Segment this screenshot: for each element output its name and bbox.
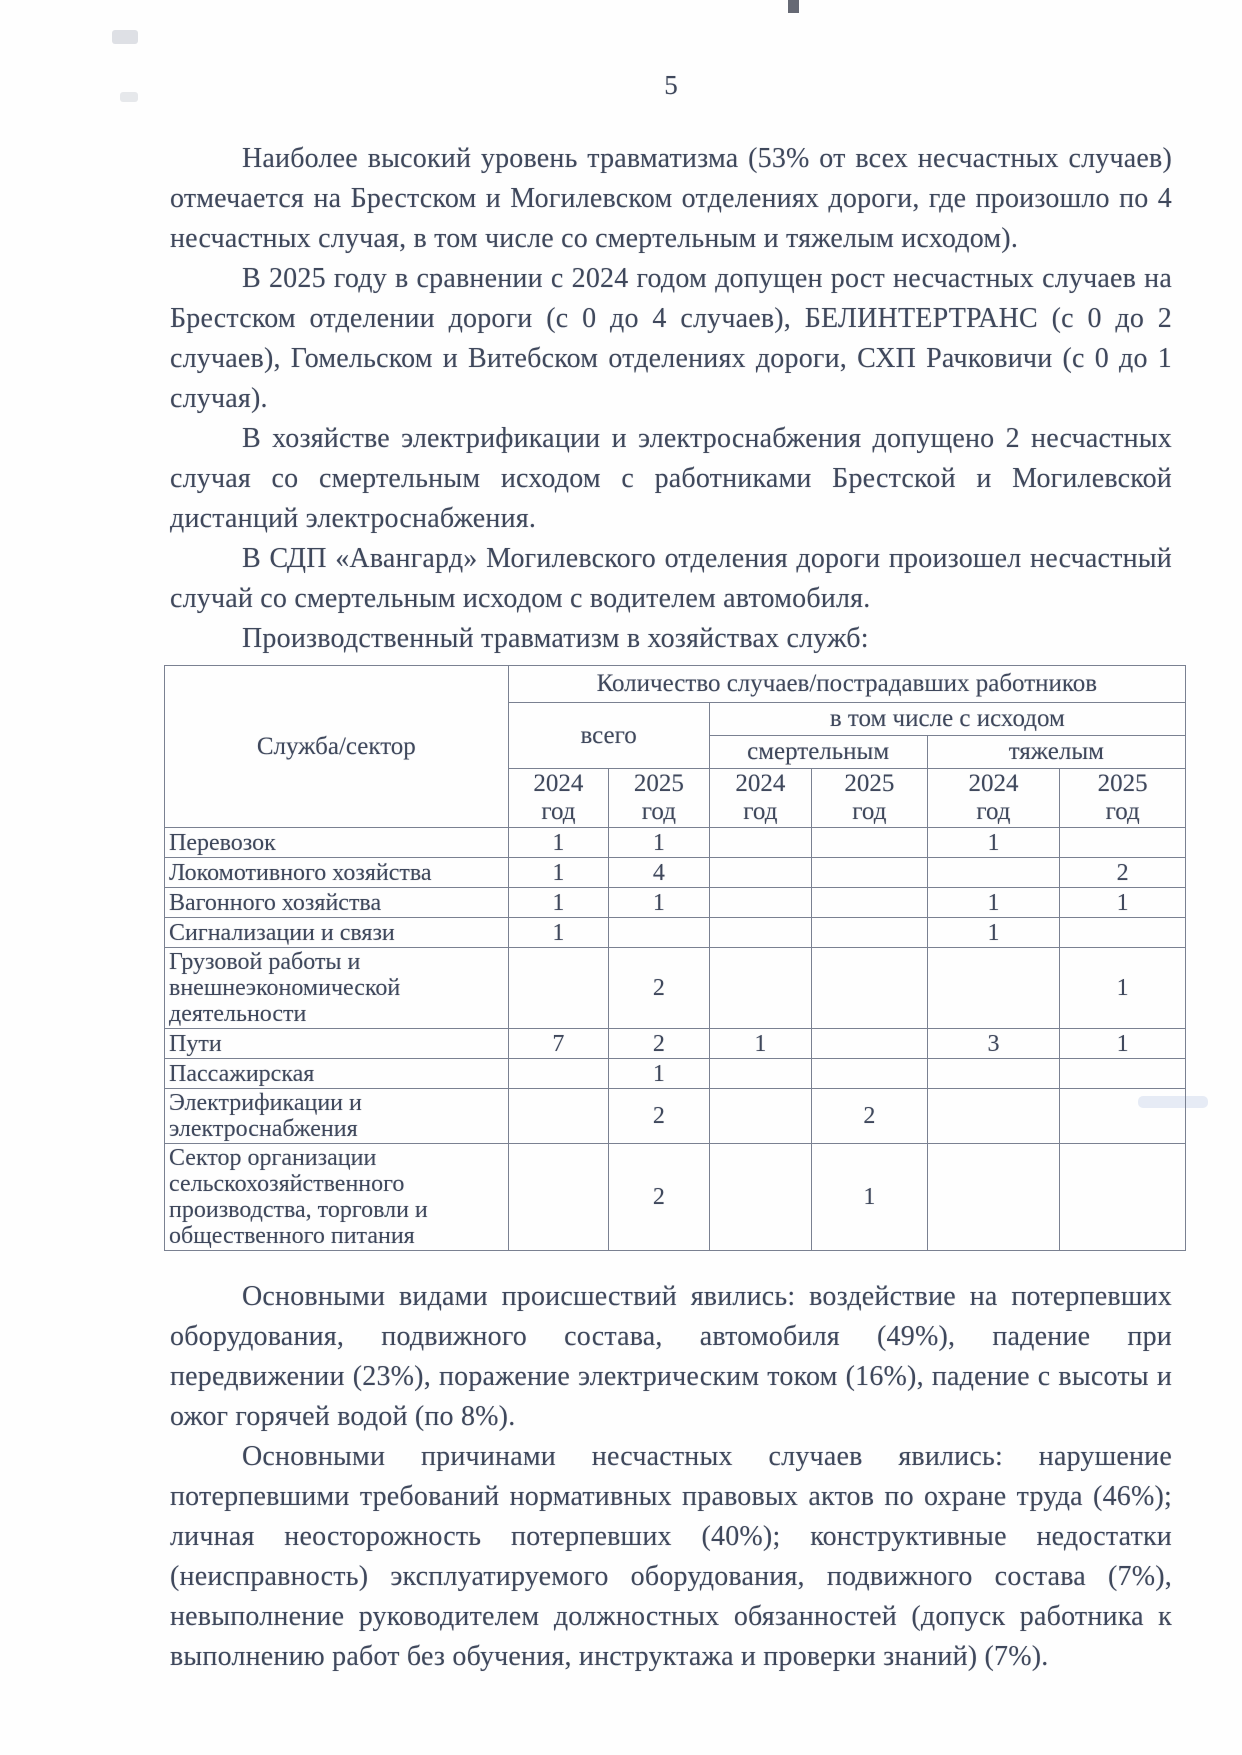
table-row-puti — [165, 1029, 1186, 1059]
year-label: 2024 год — [968, 770, 1019, 825]
value-cell: 1 — [508, 858, 608, 888]
paragraph-electrification: В хозяйстве электрификации и электроснабжения допущено 2 несчастных случая со смертельным исходом с работниками Брестской и Могилевской дистанций электроснабжения. — [170, 423, 1172, 534]
value-cell — [1060, 918, 1186, 948]
header-including-outcome: в том числе с исходом — [709, 703, 1185, 736]
paragraph-avangard: В СДП «Авангард» Могилевского отделения дороги произошел несчастный случай со смертельным исходом с водителем автомобиля. — [170, 543, 1172, 614]
value-cell: 1 — [609, 1059, 709, 1089]
value-cell — [927, 1059, 1060, 1089]
header-year-fatal-2024 — [709, 769, 811, 828]
value-cell — [609, 918, 709, 948]
value-cell — [709, 948, 811, 1029]
value-cell: 1 — [508, 828, 608, 858]
page-content — [170, 70, 1172, 1677]
value-cell — [709, 888, 811, 918]
value-cell: 3 — [927, 1029, 1060, 1059]
value-cell: 2 — [609, 1089, 709, 1144]
table-intro: Производственный травматизм в хозяйствах служб: — [242, 623, 869, 654]
scan-artifact — [788, 0, 799, 13]
paragraph-accident-causes: Основными причинами несчастных случаев явились: нарушение потерпевшими требований нормативных правовых актов по охране труда (46%); личная неосторожность потерпевших (40%); конструктивные недостатки (неисправность) эксплуатируемого оборудования, подвижного состава (7%), невыполнение руководителем должностных обязанностей (допуск работника к выполнению работ без обучения, инструктажа и проверки знаний) (7%). — [170, 1441, 1172, 1672]
value-cell: 1 — [812, 1144, 928, 1251]
service-cell: Сигнализации и связи — [165, 918, 509, 948]
value-cell — [927, 948, 1060, 1029]
value-cell: 2 — [609, 1144, 709, 1251]
value-cell — [709, 918, 811, 948]
value-cell — [1060, 828, 1186, 858]
value-cell — [812, 858, 928, 888]
value-cell: 1 — [1060, 888, 1186, 918]
table-row-sektor-organizacii — [165, 1144, 1186, 1251]
header-year-fatal-2025 — [812, 769, 928, 828]
value-cell: 7 — [508, 1029, 608, 1059]
value-cell — [709, 828, 811, 858]
value-cell: 1 — [927, 828, 1060, 858]
value-cell — [709, 1059, 811, 1089]
service-cell: Пассажирская — [165, 1059, 509, 1089]
service-cell: Пути — [165, 1029, 509, 1059]
value-cell — [812, 948, 928, 1029]
paragraph-accident-types: Основными видами происшествий явились: воздействие на потерпевших оборудования, подвижного состава, автомобиля (49%), падение при передвижении (23%), поражение электрическим током (16%), падение с высоты и ожог горячей водой (по 8%). — [170, 1281, 1172, 1432]
value-cell — [508, 1089, 608, 1144]
table-row-elektrifikacii — [165, 1089, 1186, 1144]
value-cell — [508, 1144, 608, 1251]
table-row-gruzovoy — [165, 948, 1186, 1029]
value-cell: 4 — [609, 858, 709, 888]
value-cell — [709, 1144, 811, 1251]
value-cell — [927, 1089, 1060, 1144]
service-cell: Локомотивного хозяйства — [165, 858, 509, 888]
value-cell — [709, 858, 811, 888]
value-cell: 2 — [609, 1029, 709, 1059]
header-year-total-2024 — [508, 769, 608, 828]
header-cases-count: Количество случаев/пострадавших работников — [508, 666, 1185, 703]
value-cell: 1 — [609, 888, 709, 918]
year-label: 2024 год — [735, 770, 786, 825]
value-cell — [1060, 1059, 1186, 1089]
table-header — [165, 666, 1186, 828]
header-fatal: смертельным — [709, 736, 927, 769]
value-cell — [812, 1059, 928, 1089]
injury-statistics-table — [164, 665, 1186, 1251]
table-body — [165, 828, 1186, 1251]
value-cell — [812, 1029, 928, 1059]
scan-artifact — [112, 30, 138, 44]
table-row-passazhirskaya — [165, 1059, 1186, 1089]
header-year-severe-2025 — [1060, 769, 1186, 828]
service-cell: Электрификации и электроснабжения — [165, 1089, 509, 1144]
value-cell — [812, 918, 928, 948]
value-cell — [1060, 1144, 1186, 1251]
paragraph-injury-level: Наиболее высокий уровень травматизма (53% от всех несчастных случаев) отмечается на Брестском и Могилевском отделениях дороги, где произошло по 4 несчастных случая, в том числе со смертельным и тяжелым исходом). — [170, 143, 1172, 254]
value-cell: 1 — [508, 918, 608, 948]
table-row-lokomotivnogo — [165, 858, 1186, 888]
value-cell: 2 — [609, 948, 709, 1029]
header-service-sector: Служба/сектор — [165, 666, 509, 828]
value-cell: 2 — [812, 1089, 928, 1144]
year-label: 2024 год — [533, 770, 584, 825]
year-label: 2025 год — [844, 770, 895, 825]
paragraph-growth-2025: В 2025 году в сравнении с 2024 годом допущен рост несчастных случаев на Брестском отделении дороги (с 0 до 4 случаев), БЕЛИНТЕРТРАНС (с 0 до 2 случаев), Гомельском и Витебском отделениях дороги, СХП Рачковичи (с 0 до 1 случая). — [170, 263, 1172, 414]
header-year-severe-2024 — [927, 769, 1060, 828]
header-severe: тяжелым — [927, 736, 1185, 769]
value-cell — [508, 1059, 608, 1089]
value-cell — [812, 828, 928, 858]
value-cell: 1 — [709, 1029, 811, 1059]
value-cell: 1 — [927, 918, 1060, 948]
value-cell: 1 — [1060, 1029, 1186, 1059]
service-cell: Вагонного хозяйства — [165, 888, 509, 918]
year-label: 2025 год — [1097, 770, 1148, 825]
value-cell — [508, 948, 608, 1029]
value-cell — [1060, 1089, 1186, 1144]
value-cell — [812, 888, 928, 918]
table-row-perevozok — [165, 828, 1186, 858]
value-cell — [927, 1144, 1060, 1251]
value-cell — [927, 858, 1060, 888]
value-cell: 1 — [1060, 948, 1186, 1029]
service-cell: Грузовой работы и внешнеэкономической деятельности — [165, 948, 509, 1029]
scan-artifact — [120, 92, 138, 102]
value-cell — [709, 1089, 811, 1144]
table-row-vagonnogo — [165, 888, 1186, 918]
value-cell: 1 — [609, 828, 709, 858]
header-year-total-2025 — [609, 769, 709, 828]
value-cell: 1 — [508, 888, 608, 918]
header-total: всего — [508, 703, 709, 769]
page-number: 5 — [664, 70, 678, 100]
year-label: 2025 год — [633, 770, 684, 825]
value-cell: 1 — [927, 888, 1060, 918]
table-row-signalizacii — [165, 918, 1186, 948]
service-cell: Сектор организации сельскохозяйственного производства, торговли и общественного питания — [165, 1144, 509, 1251]
service-cell: Перевозок — [165, 828, 509, 858]
value-cell: 2 — [1060, 858, 1186, 888]
